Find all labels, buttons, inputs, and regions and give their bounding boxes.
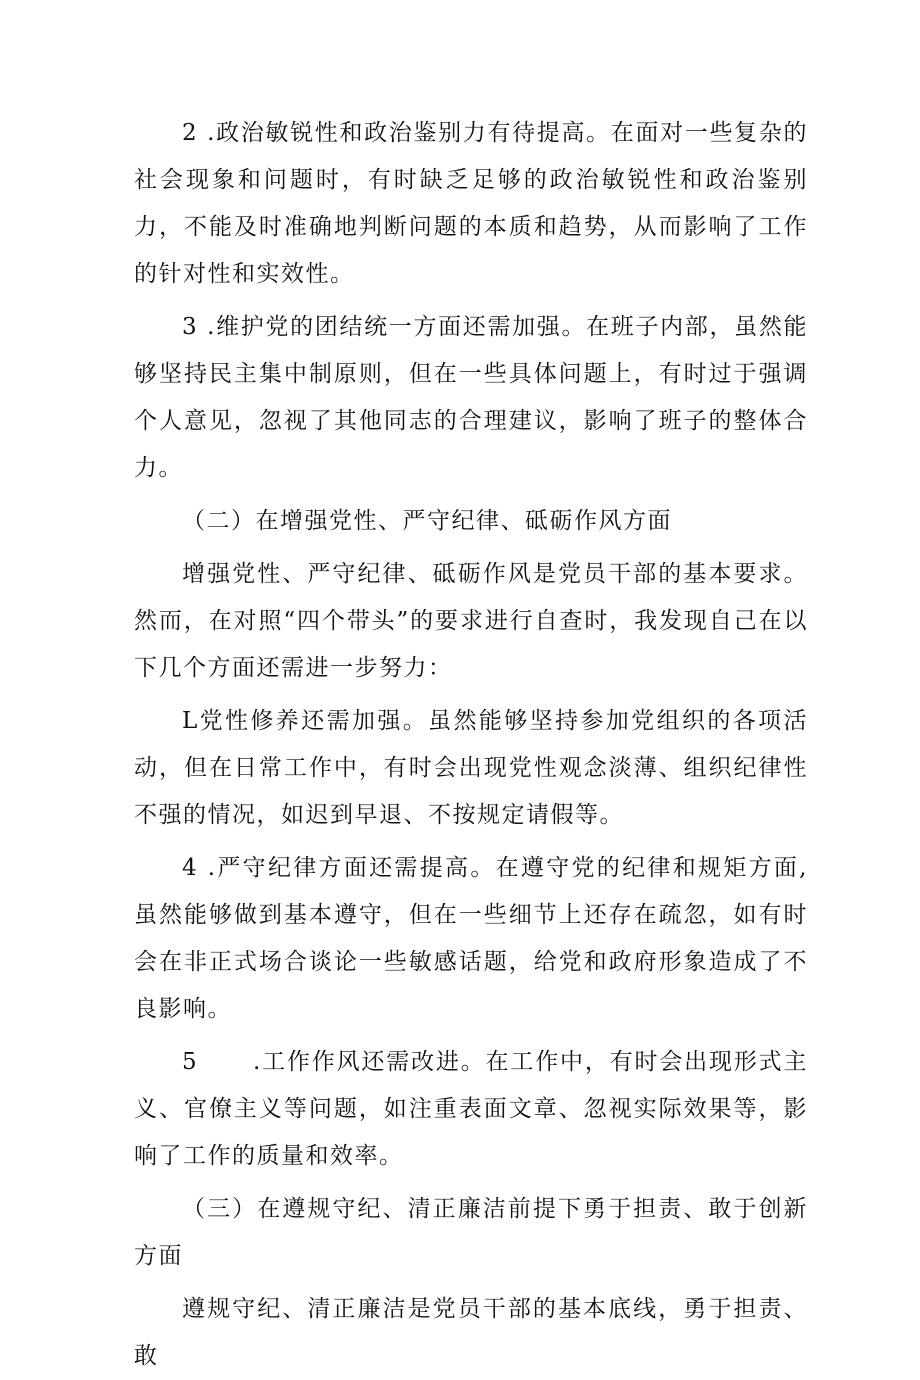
paragraph-political-sensitivity: 2 .政治敏锐性和政治鉴别力有待提高。在面对一些复杂的社会现象和问题时，有时缺乏足够的政治敏锐性和政治鉴别力，不能及时准确地判断问题的本质和趋势，从而影响了工作的针对性和实效性。 [134,120,808,287]
section-heading-3: （三）在遵规守纪、清正廉洁前提下勇于担责、敢于创新方面 [134,1196,808,1269]
section-heading-2: （二）在增强党性、严守纪律、砥砺作风方面 [182,508,672,534]
paragraph-party-unity: 3 .维护党的团结统一方面还需加强。在班子内部，虽然能够坚持民主集中制原则，但在一些具体问题上，有时过于强调个人意见，忽视了其他同志的合理建议，影响了班子的整体合力。 [134,314,808,481]
paragraph-work-style: 5 .工作作风还需改进。在工作中，有时会出现形式主义、官僚主义等问题，如注重表面文章、忽视实际效果等，影响了工作的质量和效率。 [134,1049,808,1169]
paragraph-party-cultivation: L党性修养还需加强。虽然能够坚持参加党组织的各项活动，但在日常工作中，有时会出现党性观念淡薄、组织纪律性不强的情况，如迟到早退、不按规定请假等。 [134,708,808,828]
paragraph-discipline: 4 .严守纪律方面还需提高。在遵守党的纪律和规矩方面,虽然能够做到基本遵守，但在一些细节上还存在疏忽，如有时会在非正式场合谈论一些敏感话题，给党和政府形象造成了不良影响。 [134,855,808,1022]
paragraph-intro-self-check: 增强党性、严守纪律、砥砺作风是党员干部的基本要求。然而，在对照“四个带头”的要求进行自查时，我发现自己在以下几个方面还需进一步努力： [134,561,808,681]
paragraph-bottom-line: 遵规守纪、清正廉洁是党员干部的基本底线，勇于担责、敢 [134,1296,808,1369]
